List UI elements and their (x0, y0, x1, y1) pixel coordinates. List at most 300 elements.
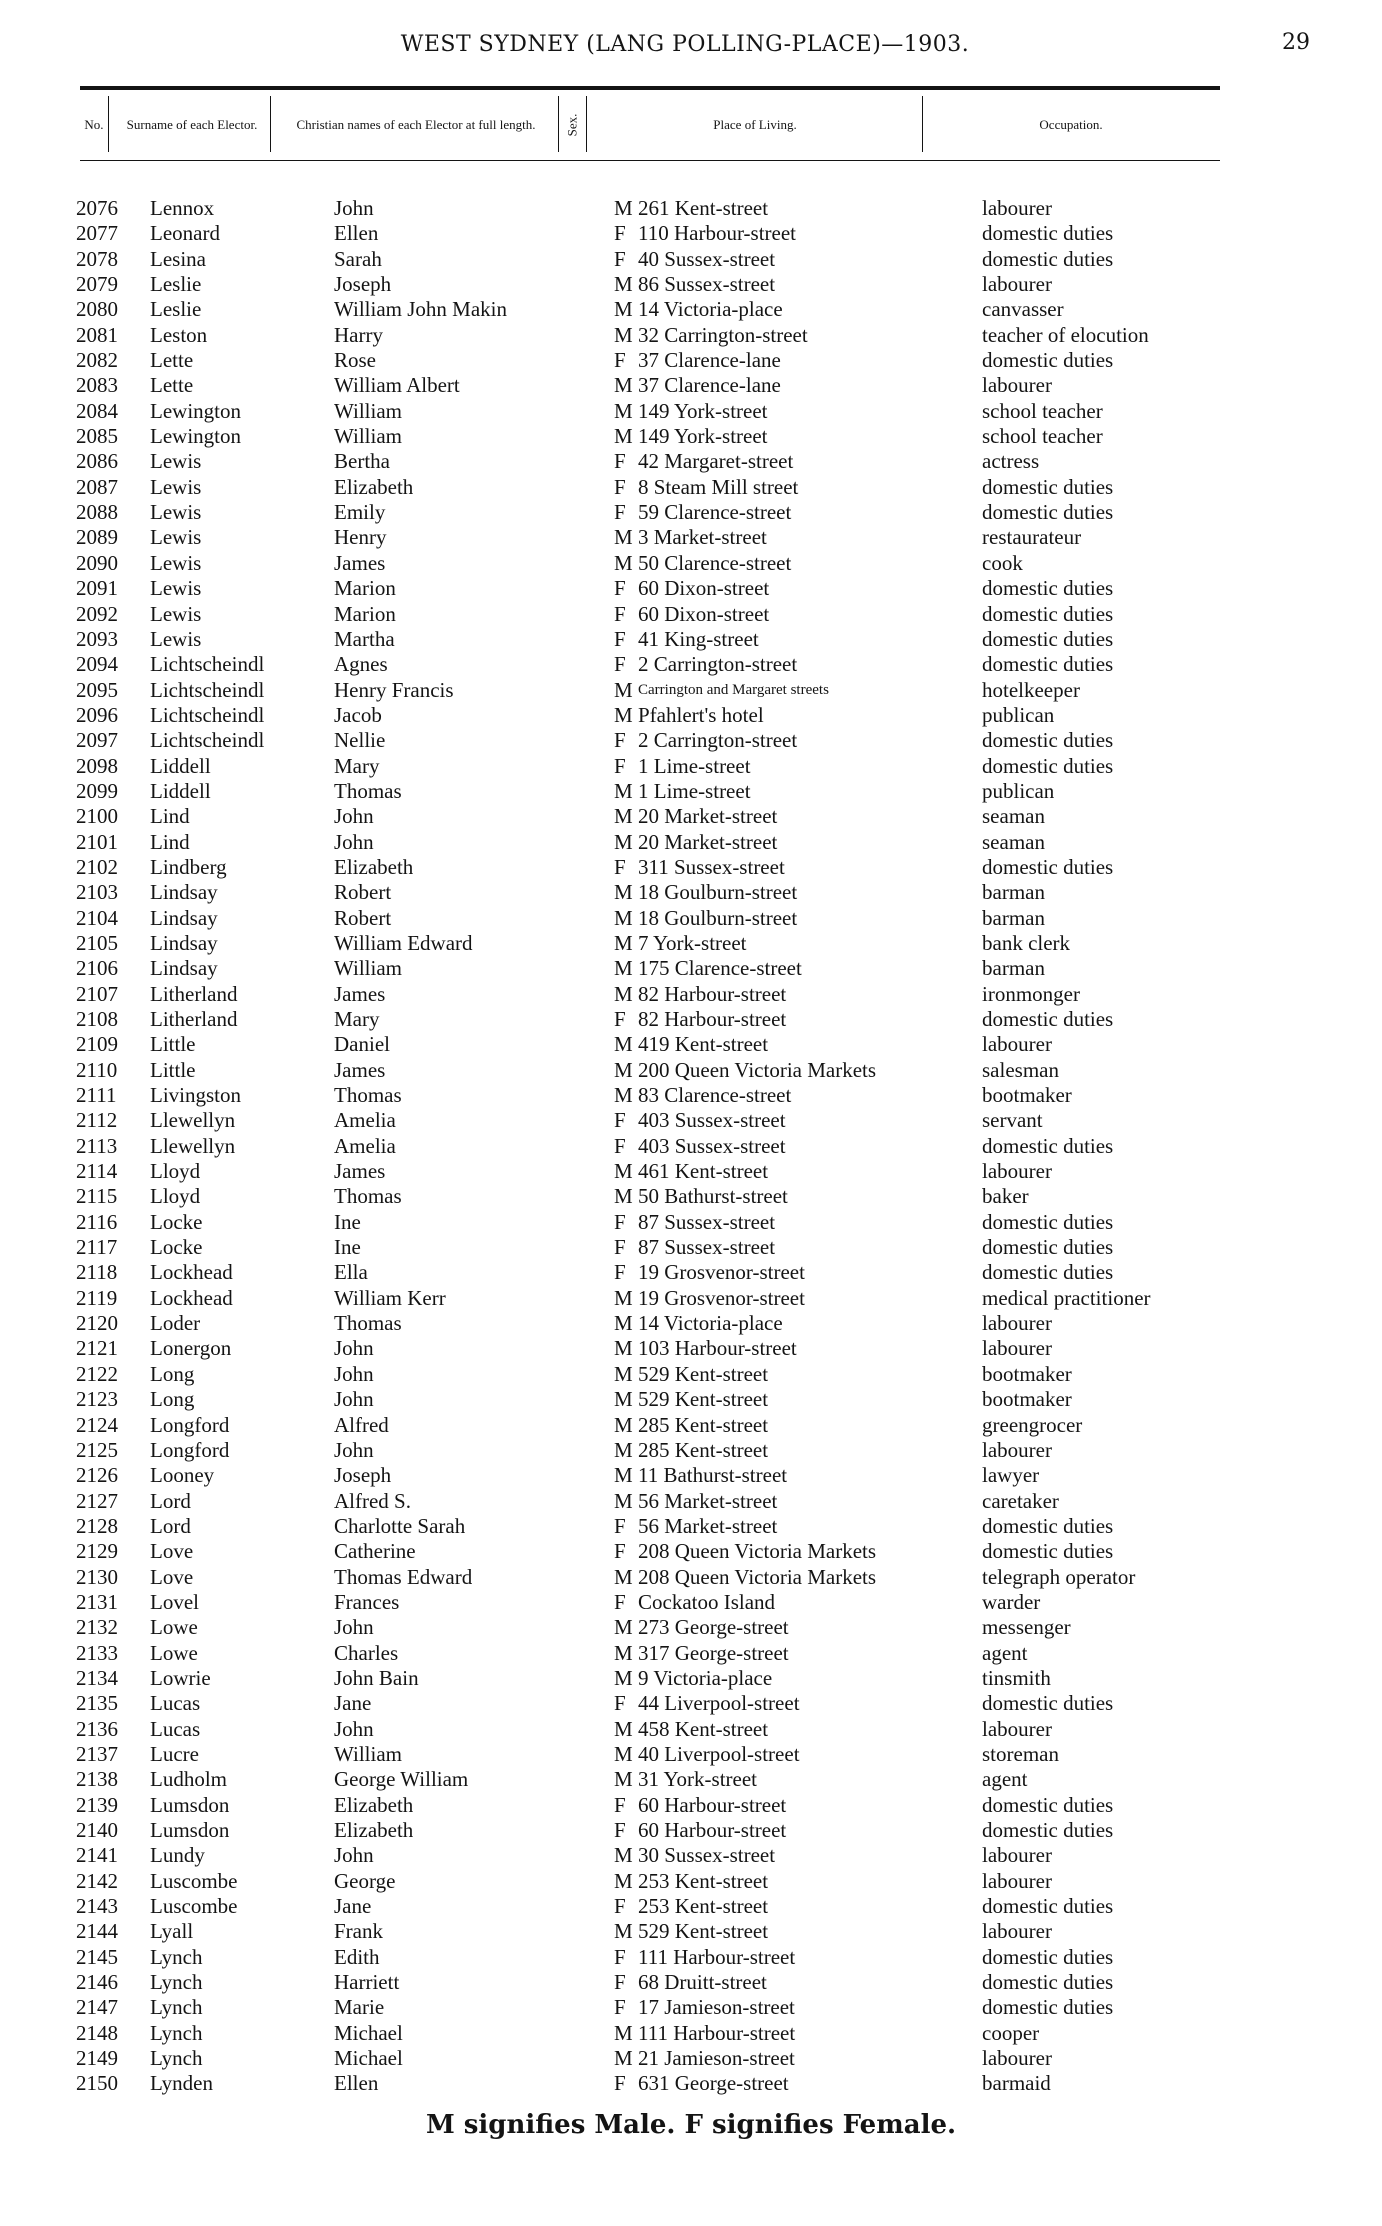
elector-place-of-living: 311 Sussex-street (638, 854, 785, 879)
elector-number: 2129 (76, 1539, 118, 1564)
elector-occupation: greengrocer (982, 1412, 1083, 1437)
table-row (76, 1108, 1236, 1133)
elector-christian-names: Marion (334, 576, 396, 601)
table-row (76, 1336, 1236, 1361)
elector-occupation: domestic duties (982, 601, 1114, 626)
elector-christian-names: Frances (334, 1589, 400, 1614)
elector-surname: Lockhead (150, 1260, 233, 1285)
table-row (76, 1058, 1236, 1083)
table-row (76, 323, 1236, 348)
elector-christian-names: Elizabeth (334, 1792, 414, 1817)
elector-surname: Love (150, 1539, 194, 1564)
elector-number: 2148 (76, 2020, 118, 2045)
table-row (76, 1717, 1236, 1742)
elector-sex: M (614, 1868, 633, 1893)
elector-surname: Lucre (150, 1741, 199, 1766)
elector-number: 2130 (76, 1564, 118, 1589)
elector-sex: F (614, 1209, 626, 1234)
table-row (76, 1463, 1236, 1488)
elector-surname: Lockhead (150, 1285, 233, 1310)
elector-place-of-living: 273 George-street (638, 1615, 789, 1640)
elector-sex: M (614, 702, 633, 727)
table-row (76, 678, 1236, 703)
elector-christian-names: James (334, 1159, 386, 1184)
page-header (70, 22, 1310, 62)
elector-number: 2132 (76, 1615, 118, 1640)
elector-number: 2138 (76, 1767, 118, 1792)
elector-surname: Lynch (150, 1944, 203, 1969)
elector-number: 2140 (76, 1818, 118, 1842)
elector-sex: M (614, 1057, 633, 1082)
table-row (76, 728, 1236, 753)
elector-christian-names: Thomas (334, 778, 402, 803)
elector-number: 2149 (76, 2046, 118, 2071)
table-row (76, 855, 1236, 880)
elector-christian-names: Thomas (334, 1311, 402, 1336)
elector-surname: Lewis (150, 525, 202, 550)
elector-place-of-living: 2 Carrington-street (638, 652, 798, 677)
elector-surname: Lette (150, 373, 194, 398)
elector-number: 2145 (76, 1944, 118, 1969)
table-row (76, 449, 1236, 474)
elector-occupation: labourer (982, 1032, 1052, 1057)
elector-place-of-living: 21 Jamieson-street (638, 2046, 795, 2071)
elector-surname: Livingston (150, 1083, 242, 1108)
elector-sex: M (614, 1412, 633, 1437)
elector-sex: M (614, 1285, 633, 1310)
elector-place-of-living: 175 Clarence-street (638, 956, 802, 981)
elector-place-of-living: 200 Queen Victoria Markets (638, 1057, 877, 1082)
elector-number: 2095 (76, 677, 118, 702)
elector-place-of-living: 60 Dixon-street (638, 576, 770, 601)
elector-number: 2078 (76, 246, 118, 271)
elector-number: 2091 (76, 576, 118, 601)
elector-christian-names: Robert (334, 880, 392, 905)
elector-sex: M (614, 1032, 633, 1057)
elector-occupation: canvasser (982, 297, 1064, 322)
elector-christian-names: William Albert (334, 373, 460, 398)
elector-occupation: messenger (982, 1615, 1071, 1640)
elector-number: 2096 (76, 702, 118, 727)
elector-place-of-living: 1 Lime-street (638, 778, 751, 803)
elector-number: 2089 (76, 525, 118, 550)
elector-sex: M (614, 1463, 633, 1488)
elector-number: 2109 (76, 1032, 118, 1057)
elector-surname: Lloyd (150, 1184, 201, 1209)
elector-place-of-living: 419 Kent-street (638, 1032, 769, 1057)
elector-number: 2123 (76, 1387, 118, 1412)
elector-place-of-living: 458 Kent-street (638, 1716, 769, 1741)
elector-sex: F (614, 1007, 626, 1031)
column-divider (922, 96, 923, 152)
table-row (76, 1413, 1236, 1438)
elector-occupation: domestic duties (982, 1792, 1114, 1817)
elector-sex: M (614, 1361, 633, 1386)
elector-place-of-living: 208 Queen Victoria Markets (638, 1564, 877, 1589)
elector-sex: F (614, 474, 626, 499)
elector-number: 2104 (76, 905, 118, 930)
elector-number: 2112 (76, 1108, 118, 1133)
elector-sex: M (614, 1488, 633, 1513)
elector-sex: M (614, 272, 633, 297)
elector-occupation: domestic duties (982, 221, 1114, 246)
elector-sex: M (614, 1311, 633, 1336)
elector-place-of-living: 30 Sussex-street (638, 1843, 776, 1868)
elector-surname: Lind (150, 829, 190, 854)
elector-number: 2122 (76, 1361, 118, 1386)
table-row (76, 906, 1236, 931)
elector-place-of-living: 17 Jamieson-street (638, 1995, 795, 2020)
elector-surname: Lynch (150, 1970, 203, 1995)
elector-christian-names: John (334, 196, 374, 220)
elector-place-of-living: 14 Victoria-place (638, 1311, 783, 1336)
elector-christian-names: Charlotte Sarah (334, 1513, 466, 1538)
elector-number: 2093 (76, 626, 118, 651)
elector-christian-names: Amelia (334, 1108, 396, 1133)
sex-legend: M signifies Male. F signifies Female. (425, 2110, 957, 2140)
elector-place-of-living: 19 Grosvenor-street (638, 1260, 805, 1285)
elector-number: 2144 (76, 1919, 118, 1944)
table-row (76, 399, 1236, 424)
elector-sex: F (614, 854, 626, 879)
elector-place-of-living: 14 Victoria-place (638, 297, 783, 322)
elector-number: 2081 (76, 322, 118, 347)
elector-place-of-living: 82 Harbour-street (638, 981, 787, 1006)
elector-christian-names: Thomas (334, 1184, 402, 1209)
elector-sex: F (614, 601, 626, 626)
elector-occupation: bootmaker (982, 1387, 1072, 1412)
elector-number: 2086 (76, 449, 118, 474)
elector-place-of-living: 50 Clarence-street (638, 550, 792, 575)
elector-sex: F (614, 1818, 626, 1842)
elector-place-of-living: 41 King-street (638, 626, 759, 651)
elector-occupation: labourer (982, 1868, 1052, 1893)
table-row (76, 1032, 1236, 1057)
elector-sex: M (614, 2020, 633, 2045)
elector-surname: Lumsdon (150, 1818, 230, 1842)
elector-number: 2111 (76, 1083, 117, 1108)
elector-place-of-living: 461 Kent-street (638, 1159, 769, 1184)
elector-christian-names: Edith (334, 1944, 380, 1969)
elector-place-of-living: 285 Kent-street (638, 1412, 769, 1437)
elector-surname: Loder (150, 1311, 201, 1336)
table-row (76, 500, 1236, 525)
elector-place-of-living: 111 Harbour-street (638, 1944, 796, 1969)
elector-occupation: domestic duties (982, 1944, 1114, 1969)
elector-place-of-living: 208 Queen Victoria Markets (638, 1539, 877, 1564)
elector-occupation: agent (982, 1640, 1028, 1665)
elector-place-of-living: 1 Lime-street (638, 753, 751, 778)
column-divider (270, 96, 271, 152)
table-row (76, 602, 1236, 627)
elector-occupation: labourer (982, 272, 1052, 297)
elector-christian-names: Harry (334, 322, 383, 347)
electoral-roll-entries (76, 196, 1236, 2097)
table-row (76, 525, 1236, 550)
table-row (76, 1565, 1236, 1590)
elector-surname: Leslie (150, 272, 202, 297)
elector-christian-names: Alfred (334, 1412, 389, 1437)
elector-occupation: domestic duties (982, 626, 1114, 651)
elector-occupation: labourer (982, 1336, 1052, 1361)
elector-occupation: domestic duties (982, 728, 1114, 753)
table-row (76, 1514, 1236, 1539)
elector-christian-names: Agnes (334, 652, 388, 677)
elector-christian-names: George (334, 1868, 396, 1893)
elector-occupation: domestic duties (982, 1235, 1114, 1260)
elector-number: 2107 (76, 981, 118, 1006)
elector-sex: M (614, 525, 633, 550)
table-row (76, 196, 1236, 221)
elector-place-of-living: 42 Margaret-street (638, 449, 794, 474)
elector-surname: Lewis (150, 626, 202, 651)
table-row (76, 247, 1236, 272)
elector-occupation: labourer (982, 1716, 1052, 1741)
elector-christian-names: Frank (334, 1919, 383, 1944)
elector-christian-names: Martha (334, 626, 395, 651)
elector-sex: M (614, 1665, 633, 1690)
elector-christian-names: Joseph (334, 272, 392, 297)
elector-number: 2126 (76, 1463, 118, 1488)
elector-surname: Leslie (150, 297, 202, 322)
elector-surname: Lynch (150, 2046, 203, 2071)
elector-place-of-living: 37 Clarence-lane (638, 348, 781, 373)
table-row (76, 1615, 1236, 1640)
elector-surname: Lichtscheindl (150, 677, 265, 702)
elector-christian-names: John (334, 1437, 374, 1462)
elector-surname: Lindsay (150, 905, 218, 930)
elector-place-of-living: 82 Harbour-street (638, 1007, 787, 1031)
elector-surname: Lundy (150, 1843, 205, 1868)
elector-number: 2085 (76, 424, 118, 449)
elector-christian-names: Ellen (334, 2071, 379, 2096)
elector-sex: M (614, 1184, 633, 1209)
elector-occupation: domestic duties (982, 246, 1114, 271)
elector-number: 2131 (76, 1589, 118, 1614)
elector-sex: M (614, 1387, 633, 1412)
elector-number: 2100 (76, 804, 118, 829)
elector-sex: M (614, 297, 633, 322)
elector-sex: M (614, 804, 633, 829)
elector-number: 2136 (76, 1716, 118, 1741)
elector-occupation: domestic duties (982, 1894, 1114, 1919)
elector-sex: M (614, 956, 633, 981)
elector-occupation: telegraph operator (982, 1564, 1136, 1589)
elector-number: 2076 (76, 196, 118, 220)
elector-surname: Lindsay (150, 956, 218, 981)
elector-occupation: domestic duties (982, 1539, 1114, 1564)
elector-surname: Looney (150, 1463, 215, 1488)
elector-christian-names: Sarah (334, 246, 382, 271)
elector-sex: M (614, 981, 633, 1006)
elector-surname: Lucas (150, 1716, 201, 1741)
elector-place-of-living: 87 Sussex-street (638, 1209, 776, 1234)
elector-number: 2124 (76, 1412, 118, 1437)
elector-sex: M (614, 829, 633, 854)
elector-surname: Lindsay (150, 880, 218, 905)
elector-christian-names: William Kerr (334, 1285, 446, 1310)
elector-occupation: publican (982, 702, 1055, 727)
elector-number: 2099 (76, 778, 118, 803)
elector-sex: F (614, 1691, 626, 1716)
elector-occupation: domestic duties (982, 1513, 1114, 1538)
table-row (76, 1184, 1236, 1209)
elector-christian-names: Jane (334, 1894, 372, 1919)
elector-sex: F (614, 1995, 626, 2020)
table-row (76, 1995, 1236, 2020)
table-row (76, 576, 1236, 601)
elector-christian-names: John (334, 1716, 374, 1741)
elector-sex: M (614, 2046, 633, 2071)
elector-surname: Luscombe (150, 1868, 238, 1893)
elector-christian-names: William (334, 1741, 402, 1766)
elector-sex: M (614, 880, 633, 905)
elector-christian-names: John (334, 804, 374, 829)
column-headers (80, 92, 1220, 158)
elector-surname: Liddell (150, 778, 211, 803)
elector-place-of-living: 111 Harbour-street (638, 2020, 796, 2045)
elector-christian-names: Nellie (334, 728, 386, 753)
table-row (76, 1970, 1236, 1995)
elector-christian-names: James (334, 981, 386, 1006)
elector-place-of-living: 50 Bathurst-street (638, 1184, 788, 1209)
header-place-of-living: Place of Living. (713, 117, 797, 132)
elector-christian-names: William (334, 424, 402, 449)
elector-occupation: domestic duties (982, 1260, 1114, 1285)
elector-sex: F (614, 1108, 626, 1133)
table-row (76, 297, 1236, 322)
table-row (76, 652, 1236, 677)
elector-place-of-living: 59 Clarence-street (638, 500, 792, 525)
elector-surname: Lichtscheindl (150, 652, 265, 677)
table-row (76, 1159, 1236, 1184)
elector-sex: F (614, 728, 626, 753)
elector-occupation: publican (982, 778, 1055, 803)
elector-christian-names: Thomas Edward (334, 1564, 473, 1589)
elector-christian-names: Emily (334, 500, 386, 525)
elector-surname: Little (150, 1057, 196, 1082)
elector-place-of-living: 56 Market-street (638, 1513, 778, 1538)
elector-surname: Luscombe (150, 1894, 238, 1919)
elector-place-of-living: 529 Kent-street (638, 1361, 769, 1386)
table-row (76, 880, 1236, 905)
elector-number: 2128 (76, 1513, 118, 1538)
elector-occupation: labourer (982, 1919, 1052, 1944)
elector-surname: Lynch (150, 2020, 203, 2045)
elector-occupation: bootmaker (982, 1361, 1072, 1386)
elector-sex: F (614, 2071, 626, 2096)
elector-place-of-living: 7 York-street (638, 930, 747, 955)
elector-christian-names: Elizabeth (334, 854, 414, 879)
elector-occupation: barmaid (982, 2071, 1051, 2096)
header-occupation: Occupation. (1039, 117, 1103, 132)
elector-sex: M (614, 1919, 633, 1944)
elector-surname: Leonard (150, 221, 220, 246)
elector-number: 2102 (76, 854, 118, 879)
elector-place-of-living: 37 Clarence-lane (638, 373, 781, 398)
elector-place-of-living: 9 Victoria-place (638, 1665, 773, 1690)
elector-number: 2146 (76, 1970, 118, 1995)
elector-christian-names: Marie (334, 1995, 385, 2020)
elector-christian-names: Alfred S. (334, 1488, 411, 1513)
elector-occupation: domestic duties (982, 1133, 1114, 1158)
elector-surname: Llewellyn (150, 1108, 236, 1133)
elector-christian-names: Robert (334, 905, 392, 930)
elector-occupation: barman (982, 905, 1045, 930)
elector-place-of-living: 103 Harbour-street (638, 1336, 797, 1361)
elector-surname: Long (150, 1387, 195, 1412)
table-row (76, 2071, 1236, 2096)
elector-surname: Lovel (150, 1589, 199, 1614)
elector-surname: Long (150, 1361, 195, 1386)
elector-sex: F (614, 500, 626, 525)
elector-number: 2117 (76, 1235, 118, 1260)
elector-place-of-living: 86 Sussex-street (638, 272, 776, 297)
elector-christian-names: George William (334, 1767, 469, 1792)
elector-surname: Lewis (150, 474, 202, 499)
table-row (76, 1489, 1236, 1514)
elector-christian-names: John (334, 1843, 374, 1868)
elector-place-of-living: 20 Market-street (638, 804, 778, 829)
table-row (76, 475, 1236, 500)
elector-surname: Lumsdon (150, 1792, 230, 1817)
table-row (76, 1210, 1236, 1235)
header-christian-names: Christian names of each Elector at full length. (296, 117, 536, 132)
table-row (76, 348, 1236, 373)
table-row (76, 627, 1236, 652)
elector-surname: Lewington (150, 424, 241, 449)
elector-occupation: domestic duties (982, 1818, 1114, 1842)
elector-occupation: school teacher (982, 424, 1103, 449)
table-row (76, 1387, 1236, 1412)
elector-occupation: cooper (982, 2020, 1040, 2045)
elector-christian-names: John Bain (334, 1665, 419, 1690)
table-row (76, 2046, 1236, 2071)
table-row (76, 1539, 1236, 1564)
elector-sex: F (614, 753, 626, 778)
elector-christian-names: John (334, 829, 374, 854)
elector-sex: M (614, 322, 633, 347)
elector-christian-names: William (334, 956, 402, 981)
elector-occupation: labourer (982, 2046, 1052, 2071)
table-row (76, 1894, 1236, 1919)
elector-surname: Little (150, 1032, 196, 1057)
elector-surname: Lewis (150, 601, 202, 626)
elector-place-of-living: 31 York-street (638, 1767, 757, 1792)
elector-occupation: caretaker (982, 1488, 1059, 1513)
table-row (76, 424, 1236, 449)
table-row (76, 982, 1236, 1007)
elector-place-of-living: 11 Bathurst-street (638, 1463, 788, 1488)
elector-sex: F (614, 1970, 626, 1995)
table-row (76, 1767, 1236, 1792)
elector-surname: Lynch (150, 1995, 203, 2020)
elector-occupation: salesman (982, 1057, 1059, 1082)
elector-number: 2088 (76, 500, 118, 525)
elector-sex: F (614, 1944, 626, 1969)
elector-surname: Lonergon (150, 1336, 232, 1361)
elector-place-of-living: 20 Market-street (638, 829, 778, 854)
elector-surname: Lindsay (150, 930, 218, 955)
elector-sex: M (614, 373, 633, 398)
elector-place-of-living: 56 Market-street (638, 1488, 778, 1513)
elector-occupation: lawyer (982, 1463, 1040, 1488)
elector-occupation: tinsmith (982, 1665, 1051, 1690)
elector-surname: Lette (150, 348, 194, 373)
table-row (76, 1742, 1236, 1767)
table-row (76, 1311, 1236, 1336)
elector-sex: M (614, 424, 633, 449)
